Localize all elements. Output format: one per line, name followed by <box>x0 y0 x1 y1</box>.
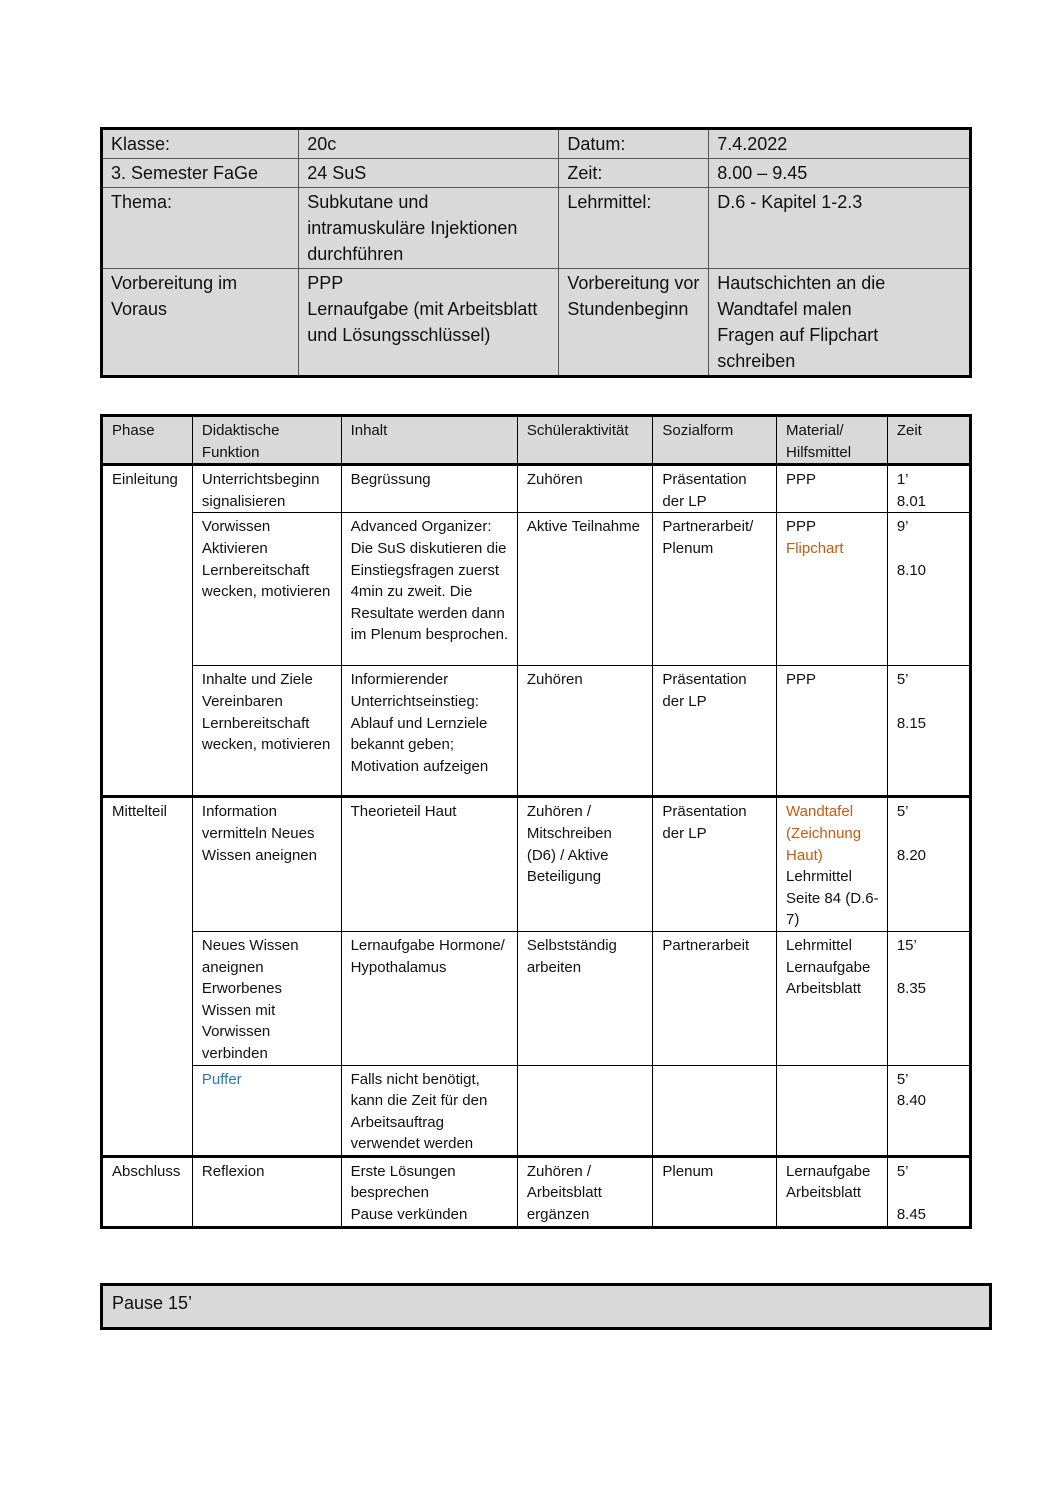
zeit-cell: 9’ 8.10 <box>887 513 970 666</box>
funktion-cell: Puffer <box>192 1065 341 1156</box>
inhalt-cell: Falls nicht benötigt, kann die Zeit für den Arbeitsauftrag verwendet werden <box>341 1065 517 1156</box>
datum-label: Datum: <box>559 129 709 159</box>
funktion-cell: Information vermitteln Neues Wissen aneignen <box>192 797 341 932</box>
sozialform-cell: Plenum <box>653 1156 777 1227</box>
lehrmittel-value: D.6 - Kapitel 1-2.3 <box>709 188 971 269</box>
material-cell: Lernaufgabe Arbeitsblatt <box>777 1156 888 1227</box>
aktivitaet-cell <box>517 1065 653 1156</box>
material-cell <box>777 513 888 666</box>
funktion-cell: Vorwissen Aktivieren Lernbereitschaft wecken, motivieren <box>192 513 341 666</box>
material-cell: PPP <box>777 465 888 513</box>
sozialform-cell: Präsentation der LP <box>653 666 777 797</box>
column-header: Material/ Hilfsmittel <box>777 416 888 465</box>
thema-value: Subkutane und intramuskuläre Injektionen durchführen <box>299 188 559 269</box>
material-highlight: Wandtafel (Zeichnung Haut) <box>786 803 862 864</box>
vorbereitung-stunde-value: Hautschichten an die Wandtafel malen Fragen auf Flipchart schreiben <box>709 269 971 377</box>
table-row <box>102 465 971 513</box>
inhalt-cell: Erste Lösungen besprechen Pause verkünden <box>341 1156 517 1227</box>
table-row <box>102 666 971 797</box>
material-cell <box>777 1065 888 1156</box>
table-row <box>102 931 971 1065</box>
pause-box <box>100 1283 992 1330</box>
vorbereitung-stunde-label: Vorbereitung vor Stundenbeginn <box>559 269 709 377</box>
material-text: PPP <box>786 518 817 536</box>
aktivitaet-cell: Aktive Teilnahme <box>517 513 653 666</box>
lesson-header-table <box>100 127 972 378</box>
table-row <box>102 797 971 932</box>
thema-label: Thema: <box>102 188 299 269</box>
datum-value: 7.4.2022 <box>709 129 971 159</box>
sozialform-cell: Präsentation der LP <box>653 465 777 513</box>
table-row <box>102 513 971 666</box>
aktivitaet-cell: Zuhören / Arbeitsblatt ergänzen <box>517 1156 653 1227</box>
funktion-cell: Unterrichtsbeginn signalisieren <box>192 465 341 513</box>
phase-cell: Einleitung <box>102 465 193 797</box>
inhalt-cell: Theorieteil Haut <box>341 797 517 932</box>
table-header-row <box>102 416 971 465</box>
funktion-cell: Neues Wissen aneignen Erworbenes Wissen mit Vorwissen verbinden <box>192 931 341 1065</box>
zeit-cell: 5’ 8.40 <box>887 1065 970 1156</box>
sus-value: 24 SuS <box>299 159 559 188</box>
material-cell <box>777 797 888 932</box>
klasse-value: 20c <box>299 129 559 159</box>
klasse-label: Klasse: <box>102 129 299 159</box>
lehrmittel-label: Lehrmittel: <box>559 188 709 269</box>
sozialform-cell: Partnerarbeit/ Plenum <box>653 513 777 666</box>
pause-label: Pause 15’ <box>112 1293 193 1313</box>
column-header: Schüleraktivität <box>517 416 653 465</box>
material-cell: PPP <box>777 666 888 797</box>
material-text: Lehrmittel Seite 84 (D.6-7) <box>786 868 879 929</box>
table-row <box>102 1156 971 1227</box>
sozialform-cell <box>653 1065 777 1156</box>
column-header: Zeit <box>887 416 970 465</box>
column-header: Didaktische Funktion <box>192 416 341 465</box>
zeit-value: 8.00 – 9.45 <box>709 159 971 188</box>
aktivitaet-cell: Selbstständig arbeiten <box>517 931 653 1065</box>
aktivitaet-cell: Zuhören / Mitschreiben (D6) / Aktive Beteiligung <box>517 797 653 932</box>
funktion-cell: Reflexion <box>192 1156 341 1227</box>
table-row <box>102 1065 971 1156</box>
inhalt-cell: Lernaufgabe Hormone/ Hypothalamus <box>341 931 517 1065</box>
sozialform-cell: Präsentation der LP <box>653 797 777 932</box>
column-header: Phase <box>102 416 193 465</box>
zeit-cell: 5’ 8.45 <box>887 1156 970 1227</box>
inhalt-cell: Advanced Organizer: Die SuS diskutieren die Einstiegsfragen zuerst 4min zu zweit. Die Resultate werden dann im Plenum besprochen. <box>341 513 517 666</box>
funktion-cell: Inhalte und Ziele Vereinbaren Lernbereitschaft wecken, motivieren <box>192 666 341 797</box>
zeit-label: Zeit: <box>559 159 709 188</box>
zeit-cell: 5’ 8.15 <box>887 666 970 797</box>
zeit-cell: 5’ 8.20 <box>887 797 970 932</box>
vorbereitung-value: PPP Lernaufgabe (mit Arbeitsblatt und Lösungsschlüssel) <box>299 269 559 377</box>
vorbereitung-label: Vorbereitung im Voraus <box>102 269 299 377</box>
aktivitaet-cell: Zuhören <box>517 465 653 513</box>
material-cell: Lehrmittel Lernaufgabe Arbeitsblatt <box>777 931 888 1065</box>
column-header: Sozialform <box>653 416 777 465</box>
inhalt-cell: Informierender Unterrichtseinstieg: Ablauf und Lernziele bekannt geben; Motivation aufzeigen <box>341 666 517 797</box>
inhalt-cell: Begrüssung <box>341 465 517 513</box>
aktivitaet-cell: Zuhören <box>517 666 653 797</box>
phase-cell: Abschluss <box>102 1156 193 1227</box>
lesson-plan-table <box>100 414 972 1229</box>
phase-cell: Mittelteil <box>102 797 193 1157</box>
zeit-cell: 1’ 8.01 <box>887 465 970 513</box>
material-highlight: Flipchart <box>786 539 844 557</box>
semester-label: 3. Semester FaGe <box>102 159 299 188</box>
sozialform-cell: Partnerarbeit <box>653 931 777 1065</box>
zeit-cell: 15’ 8.35 <box>887 931 970 1065</box>
column-header: Inhalt <box>341 416 517 465</box>
